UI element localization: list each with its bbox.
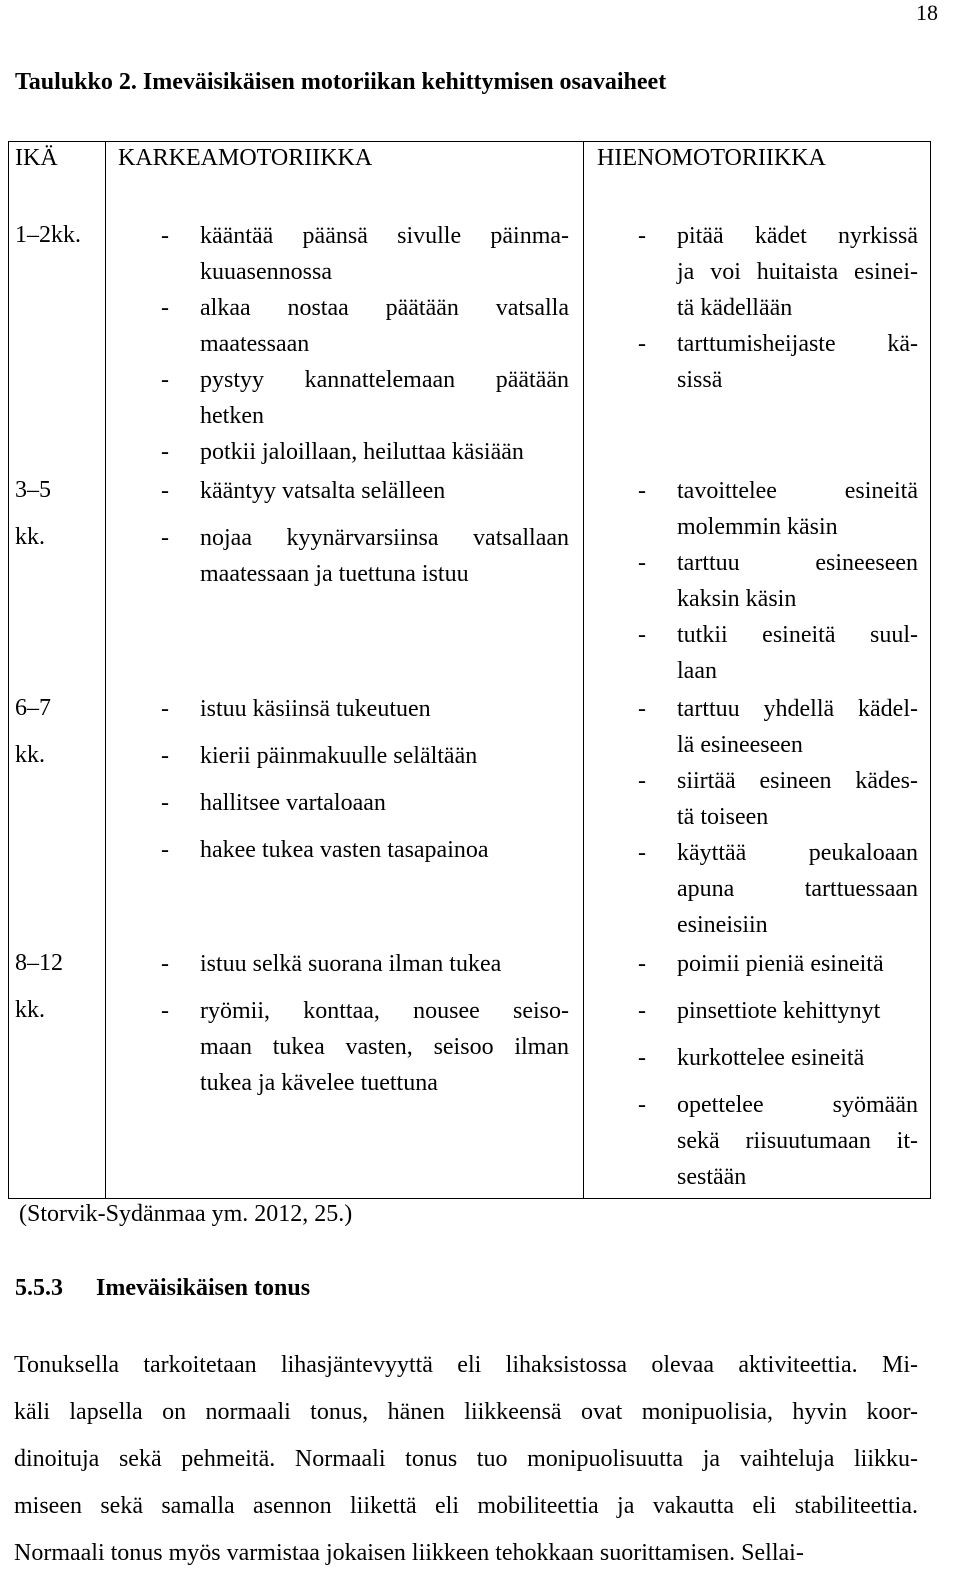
fine-motor-item (638, 946, 918, 982)
paragraph-line: dinoituja sekä pehmeitä. Normaali tonus tuo monipuolisuutta ja vaihteluja liikku- (14, 1446, 918, 1472)
item-line: pinsettiote kehittynyt (677, 998, 881, 1024)
bullet-dash: - (638, 998, 646, 1024)
section-number: 5.5.3 (15, 1275, 63, 1301)
item-line: nojaa kyynärvarsiinsa vatsallaan (200, 525, 569, 551)
age-cell (15, 467, 51, 561)
bullet-dash: - (161, 525, 169, 551)
gross-motor-item (161, 473, 569, 509)
age-label: kk. (15, 997, 45, 1023)
fine-motor-item (638, 835, 918, 943)
body-paragraph (14, 1342, 918, 1577)
age-label: kk. (15, 524, 45, 550)
item-line: lä esineeseen (677, 732, 803, 758)
item-text (677, 835, 918, 943)
header-gross-motor: KARKEAMOTORIIKKA (118, 145, 373, 171)
fine-motor-item (638, 326, 918, 398)
item-line: poimii pieniä esineitä (677, 951, 884, 977)
gross-motor-item (161, 362, 569, 434)
item-text (677, 473, 918, 545)
item-text (200, 946, 569, 982)
table-caption: Taulukko 2. Imeväisikäisen motoriikan kehittymisen osavaiheet (15, 69, 667, 95)
bullet-dash: - (161, 790, 169, 816)
gross-motor-item (161, 993, 569, 1101)
gross-motor-item (161, 691, 569, 727)
item-line: pitää kädet nyrkissä (677, 223, 918, 249)
item-line: ja voi huitaista esinei- (677, 259, 918, 285)
item-line: tutkii esineitä suul- (677, 622, 918, 648)
item-line: tarttumisheijaste kä- (677, 331, 918, 357)
fine-motor-cell (638, 946, 918, 1195)
item-text (677, 1040, 918, 1076)
item-text (677, 545, 918, 617)
item-text (200, 362, 569, 434)
item-text (677, 1087, 918, 1195)
item-text (200, 785, 569, 821)
item-text (200, 218, 569, 290)
item-text (200, 520, 569, 592)
item-text (200, 290, 569, 362)
item-line: potkii jaloillaan, heiluttaa käsiään (200, 439, 524, 465)
item-line: sestään (677, 1164, 747, 1190)
item-line: istuu käsiinsä tukeutuen (200, 696, 431, 722)
bullet-dash: - (638, 696, 646, 722)
item-text (200, 691, 569, 727)
item-line: tä toiseen (677, 804, 769, 830)
paragraph-line: Tonuksella tarkoitetaan lihasjäntevyyttä eli lihaksistossa olevaa aktiviteettia. Mi- (14, 1352, 918, 1378)
item-line: istuu selkä suorana ilman tukea (200, 951, 502, 977)
gross-motor-item (161, 520, 569, 592)
item-line: kuuasennossa (200, 259, 332, 285)
paragraph-line: Normaali tonus myös varmistaa jokaisen liikkeen tehokkaan suorittamisen. Sellai- (14, 1540, 804, 1566)
fine-motor-item (638, 691, 918, 763)
fine-motor-item (638, 993, 918, 1029)
fine-motor-item (638, 545, 918, 617)
item-line: käyttää peukaloaan (677, 840, 918, 866)
section-title: Imeväisikäisen tonus (96, 1275, 311, 1301)
bullet-dash: - (161, 295, 169, 321)
paragraph-line: miseen sekä samalla asennon liikettä eli mobiliteettia ja vakautta eli stabiliteettia. (14, 1493, 918, 1519)
fine-motor-cell (638, 473, 918, 689)
item-text (677, 946, 918, 982)
table-top-border (8, 141, 931, 142)
age-label: kk. (15, 742, 45, 768)
header-age: IKÄ (15, 145, 58, 171)
page-number: 18 (916, 0, 938, 25)
item-text (200, 434, 569, 470)
gross-motor-cell (161, 473, 569, 592)
bullet-dash: - (638, 331, 646, 357)
fine-motor-item (638, 473, 918, 545)
age-cell (15, 212, 81, 259)
item-line: hakee tukea vasten tasapainoa (200, 837, 489, 863)
fine-motor-item (638, 1040, 918, 1076)
gross-motor-item (161, 218, 569, 290)
item-line: kurkottelee esineitä (677, 1045, 865, 1071)
bullet-dash: - (161, 439, 169, 465)
age-label: 3–5 (15, 477, 51, 503)
item-text (677, 326, 918, 398)
item-line: apuna tarttuessaan (677, 876, 918, 902)
fine-motor-item (638, 1087, 918, 1195)
item-line: alkaa nostaa päätään vatsalla (200, 295, 569, 321)
item-line: maan tukea vasten, seisoo ilman (200, 1034, 569, 1060)
gross-motor-cell (161, 218, 569, 470)
item-text (200, 473, 569, 509)
age-cell (15, 685, 51, 779)
item-line: kierii päinmakuulle selältään (200, 743, 478, 769)
age-label: 6–7 (15, 695, 51, 721)
item-line: kääntää päänsä sivulle päinma- (200, 223, 569, 249)
item-text (677, 993, 918, 1029)
table-col-divider-1 (105, 141, 106, 1199)
item-line: pystyy kannattelemaan päätään (200, 367, 569, 393)
item-text (677, 763, 918, 835)
bullet-dash: - (638, 622, 646, 648)
item-text (677, 617, 918, 689)
item-line: tukea ja kävelee tuettuna (200, 1070, 438, 1096)
age-cell (15, 940, 63, 1034)
item-text (677, 218, 918, 326)
item-line: hallitsee vartaloaan (200, 790, 386, 816)
item-line: ryömii, konttaa, nousee seiso- (200, 998, 569, 1024)
gross-motor-item (161, 946, 569, 982)
item-line: molemmin käsin (677, 514, 838, 540)
bullet-dash: - (161, 367, 169, 393)
item-line: tavoittelee esineitä (677, 478, 918, 504)
table-right-border (930, 141, 931, 1199)
item-line: kaksin käsin (677, 586, 797, 612)
gross-motor-cell (161, 946, 569, 1101)
table-col-divider-2 (583, 141, 584, 1199)
header-fine-motor: HIENOMOTORIIKKA (597, 145, 826, 171)
item-line: maatessaan (200, 331, 310, 357)
table-source: (Storvik-Sydänmaa ym. 2012, 25.) (19, 1201, 353, 1227)
item-line: laan (677, 658, 717, 684)
section-heading (15, 1275, 310, 1302)
bullet-dash: - (638, 1045, 646, 1071)
table-bottom-border (8, 1198, 931, 1199)
gross-motor-item (161, 832, 569, 868)
bullet-dash: - (161, 223, 169, 249)
fine-motor-item (638, 617, 918, 689)
item-line: tarttuu esineeseen (677, 550, 918, 576)
bullet-dash: - (161, 696, 169, 722)
bullet-dash: - (638, 951, 646, 977)
gross-motor-item (161, 290, 569, 362)
item-line: kääntyy vatsalta selälleen (200, 478, 446, 504)
fine-motor-cell (638, 691, 918, 943)
bullet-dash: - (161, 998, 169, 1024)
age-label: 8–12 (15, 950, 63, 976)
item-text (677, 691, 918, 763)
bullet-dash: - (161, 478, 169, 504)
item-text (200, 993, 569, 1101)
item-text (200, 738, 569, 774)
bullet-dash: - (638, 550, 646, 576)
item-line: hetken (200, 403, 264, 429)
item-line: esineisiin (677, 912, 768, 938)
fine-motor-item (638, 763, 918, 835)
age-label: 1–2kk. (15, 222, 81, 248)
gross-motor-item (161, 738, 569, 774)
bullet-dash: - (161, 743, 169, 769)
bullet-dash: - (161, 837, 169, 863)
item-line: tä kädellään (677, 295, 793, 321)
bullet-dash: - (638, 478, 646, 504)
gross-motor-cell (161, 691, 569, 868)
item-line: siirtää esineen kädes- (677, 768, 918, 794)
paragraph-line: käli lapsella on normaali tonus, hänen liikkeensä ovat monipuolisia, hyvin koor- (14, 1399, 918, 1425)
item-line: tarttuu yhdellä kädel- (677, 696, 918, 722)
bullet-dash: - (638, 223, 646, 249)
bullet-dash: - (638, 768, 646, 794)
bullet-dash: - (638, 1092, 646, 1118)
bullet-dash: - (161, 951, 169, 977)
item-line: maatessaan ja tuettuna istuu (200, 561, 469, 587)
bullet-dash: - (638, 840, 646, 866)
gross-motor-item (161, 434, 569, 470)
item-line: opettelee syömään (677, 1092, 918, 1118)
item-line: sissä (677, 367, 723, 393)
fine-motor-cell (638, 218, 918, 398)
fine-motor-item (638, 218, 918, 326)
item-line: sekä riisuutumaan it- (677, 1128, 918, 1154)
gross-motor-item (161, 785, 569, 821)
table-left-border (8, 141, 9, 1199)
item-text (200, 832, 569, 868)
